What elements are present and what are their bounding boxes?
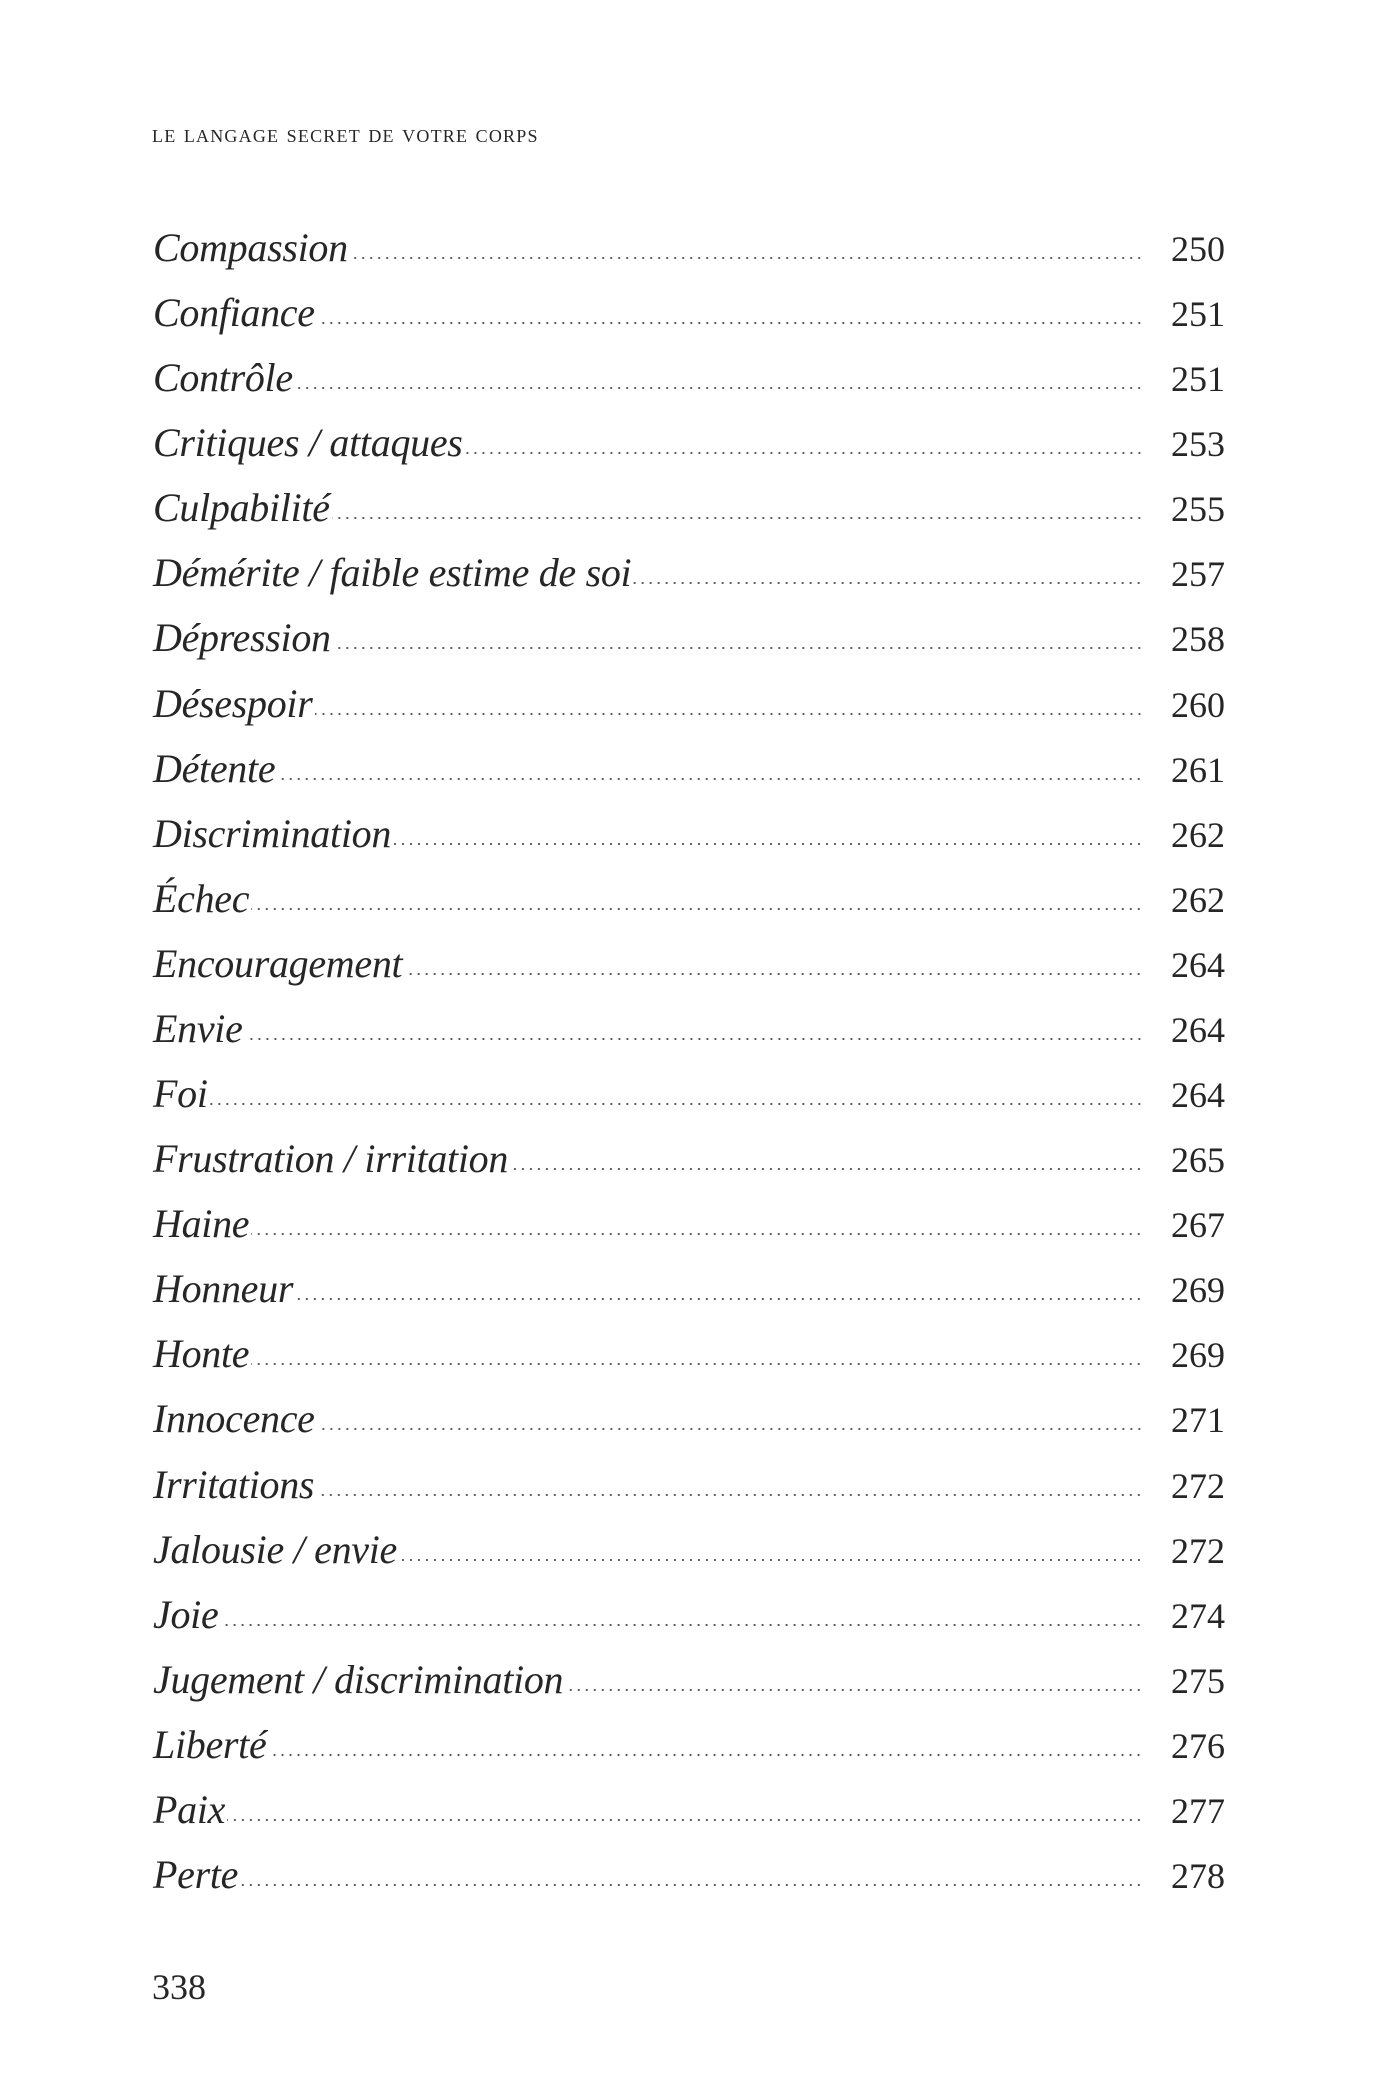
index-entry (153, 1129, 1225, 1189)
entry-term: Détente (153, 745, 276, 791)
dot-leader (633, 581, 1143, 585)
entry-page-number: 250 (1171, 229, 1225, 269)
index-entry (153, 804, 1225, 864)
dot-leader (245, 1037, 1143, 1041)
dot-leader (317, 321, 1143, 325)
entry-page-number: 276 (1171, 1725, 1225, 1766)
index-entry (153, 1715, 1225, 1775)
dot-leader (350, 256, 1143, 260)
entry-term: Désespoir (153, 680, 313, 726)
dot-leader (277, 777, 1143, 781)
entry-page-number: 261 (1171, 749, 1225, 790)
entry-term: Perte (153, 1852, 239, 1897)
entry-term: Compassion (153, 225, 348, 270)
entry-page-number: 278 (1171, 1856, 1225, 1896)
entry-page-number: 272 (1171, 1530, 1225, 1571)
entry-page-number: 265 (1171, 1140, 1225, 1181)
index-entry (153, 739, 1225, 799)
entry-term: Contrôle (153, 355, 293, 401)
entry-term: Irritations (153, 1461, 315, 1507)
entry-page-number: 258 (1171, 619, 1225, 660)
dot-leader (393, 842, 1143, 846)
entry-term: Confiance (153, 290, 315, 336)
entry-page-number: 272 (1171, 1465, 1225, 1506)
index-entry (153, 608, 1225, 668)
entry-term: Foi (153, 1071, 208, 1117)
dot-leader (227, 1818, 1143, 1822)
entry-term: Innocence (153, 1396, 315, 1442)
dot-leader (316, 1493, 1143, 1497)
dot-leader (240, 1883, 1143, 1887)
entry-page-number: 274 (1171, 1595, 1225, 1636)
index-entry (153, 1324, 1225, 1384)
dot-leader (317, 1427, 1143, 1431)
entry-page-number: 262 (1171, 814, 1225, 855)
dot-leader (295, 1297, 1143, 1301)
entry-page-number: 255 (1171, 489, 1225, 530)
index-entry (153, 1259, 1225, 1319)
entry-page-number: 253 (1171, 424, 1225, 465)
dot-leader (295, 386, 1143, 390)
index-entry (153, 283, 1225, 343)
index-entry (153, 1064, 1225, 1124)
entry-term: Frustration / irritation (153, 1136, 509, 1182)
index-entry (153, 348, 1225, 408)
entry-page-number: 262 (1171, 879, 1225, 920)
dot-leader (404, 972, 1143, 976)
dot-leader (251, 1232, 1143, 1236)
index-entry (153, 1455, 1225, 1515)
index-entry (153, 1650, 1225, 1710)
index-entry (153, 413, 1225, 473)
entry-page-number: 251 (1171, 359, 1225, 400)
index-entry (153, 1194, 1225, 1254)
entry-term: Critiques / attaques (153, 420, 463, 466)
entry-term: Envie (153, 1005, 243, 1051)
entry-page-number: 277 (1171, 1790, 1225, 1831)
entry-term: Honneur (153, 1266, 294, 1312)
entry-page-number: 269 (1171, 1270, 1225, 1311)
index-entry (153, 543, 1225, 603)
index-entry (153, 934, 1225, 994)
dot-leader (510, 1167, 1143, 1171)
index-entry (153, 999, 1225, 1059)
entry-term: Honte (153, 1331, 250, 1377)
entry-term: Discrimination (153, 810, 392, 856)
entry-term: Jugement / discrimination (153, 1656, 564, 1702)
dot-leader (315, 712, 1143, 716)
dot-leader (251, 1362, 1143, 1366)
page-number: 338 (152, 1967, 206, 2007)
entry-term: Haine (153, 1201, 250, 1247)
entry-term: Dépression (153, 615, 331, 661)
index-entry (153, 1389, 1225, 1449)
entry-term: Liberté (153, 1721, 267, 1767)
entry-page-number: 271 (1171, 1400, 1225, 1441)
entry-page-number: 264 (1171, 1075, 1225, 1116)
dot-leader (333, 646, 1143, 650)
entry-term: Culpabilité (153, 485, 330, 531)
dot-leader (465, 451, 1143, 455)
entry-page-number: 257 (1171, 554, 1225, 595)
dot-leader (399, 1558, 1143, 1562)
index-entry (153, 478, 1225, 538)
dot-leader (332, 516, 1143, 520)
index-entry (153, 674, 1225, 734)
index-entry (153, 869, 1225, 929)
running-header: le langage secret de votre corps (152, 121, 539, 148)
entry-page-number: 264 (1171, 1009, 1225, 1050)
entry-page-number: 267 (1171, 1205, 1225, 1246)
dot-leader (268, 1753, 1143, 1757)
entry-term: Échec (153, 875, 250, 921)
entry-term: Paix (153, 1786, 226, 1832)
entry-page-number: 260 (1171, 684, 1225, 725)
dot-leader (220, 1623, 1143, 1627)
entry-page-number: 275 (1171, 1660, 1225, 1701)
index-entry (153, 1585, 1225, 1645)
dot-leader (251, 907, 1143, 911)
entry-page-number: 264 (1171, 944, 1225, 985)
entry-term: Joie (153, 1591, 219, 1637)
entry-term: Encouragement (153, 940, 403, 986)
index-entry (153, 218, 1225, 278)
index-entry (153, 1845, 1225, 1905)
entry-page-number: 269 (1171, 1335, 1225, 1376)
index-entry (153, 1780, 1225, 1840)
dot-leader (210, 1102, 1143, 1106)
entry-term: Jalousie / envie (153, 1526, 397, 1572)
index-entry (153, 1520, 1225, 1580)
entry-page-number: 251 (1171, 294, 1225, 335)
entry-term: Démérite / faible estime de soi (153, 550, 632, 596)
dot-leader (565, 1688, 1143, 1692)
